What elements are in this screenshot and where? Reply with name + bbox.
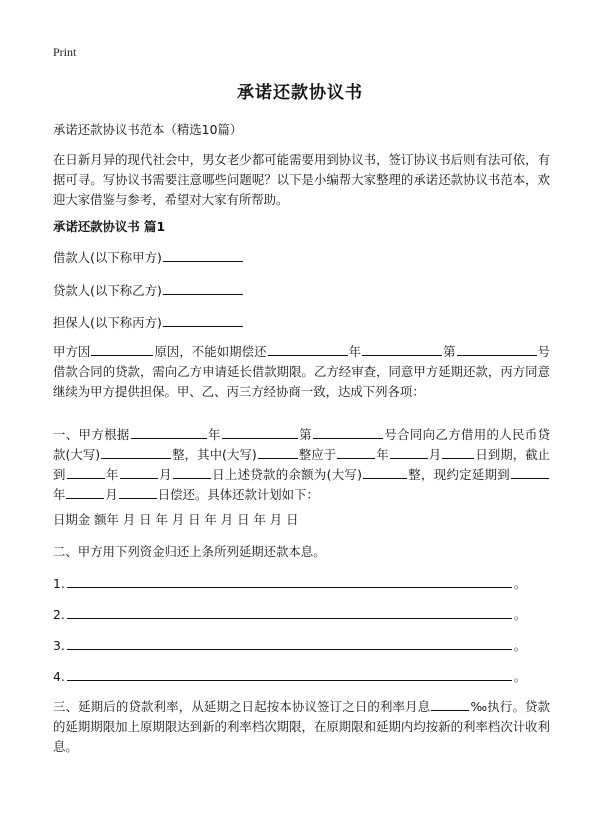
- paragraph-1: [53, 342, 550, 402]
- balance-amount-blank: [363, 466, 407, 479]
- guarantor-label: 担保人(以下称丙方): [53, 315, 162, 330]
- section-heading: 承诺还款协议书 篇1: [53, 219, 166, 234]
- schedule-header: 日期金 额年 月 日 年 月 日 年 月 日 年 月 日: [53, 512, 299, 527]
- lender-label: 贷款人(以下称乙方): [53, 283, 162, 298]
- clause1-year-prefix-blank: [131, 426, 207, 439]
- contract-number-blank: [457, 343, 537, 356]
- clause-2: 二、甲方用下列资金归还上条所列延期还款本息。: [53, 544, 326, 559]
- due-day-blank: [442, 446, 474, 459]
- reason-blank: [91, 343, 153, 356]
- clause1-word-blank: [222, 426, 298, 439]
- list-item: [53, 667, 553, 687]
- due-month-blank: [390, 446, 428, 459]
- text-segment: 日上述贷款的余额为(大写): [211, 467, 362, 482]
- text-segment: 整，其中(大写): [172, 447, 257, 462]
- text-segment: 年: [348, 344, 362, 359]
- clause-3: [53, 697, 550, 757]
- text-segment: 第: [298, 427, 312, 442]
- text-segment: ‰执行。贷款的延期期限加上原期限达到新的利率档次期限，在原期限和延期内均按新的利率档次计收利息。: [53, 699, 550, 754]
- clause1-number-blank: [313, 426, 383, 439]
- text-segment: 甲方因: [53, 344, 91, 359]
- due-year-blank: [337, 446, 375, 459]
- contract-year-prefix-blank: [268, 343, 348, 356]
- list-number: 4.: [53, 669, 65, 684]
- text-segment: 日到期，截止到: [53, 447, 551, 482]
- borrower-label: 借款人(以下称甲方): [53, 250, 162, 265]
- lender-blank: [163, 282, 243, 295]
- loan-amount-blank: [101, 446, 171, 459]
- subtitle: 承诺还款协议书范本（精选10篇）: [53, 122, 243, 137]
- text-segment: 年: [207, 427, 221, 442]
- clause-1: [53, 425, 550, 505]
- cutoff-year-blank: [67, 466, 105, 479]
- text-segment: 年: [376, 447, 389, 462]
- text-segment: 一、甲方根据: [53, 427, 130, 442]
- text-segment: 年: [105, 467, 119, 482]
- list-number: 3.: [53, 638, 65, 653]
- lender-line: [53, 281, 553, 301]
- partial-amount-blank: [258, 446, 298, 459]
- list-number: 1.: [53, 576, 65, 591]
- text-segment: 原因，不能如期偿还: [154, 344, 267, 359]
- fund-source-blank: [67, 606, 512, 619]
- text-segment: 整应于: [298, 447, 337, 462]
- text-segment: 整，现约定延期到: [407, 467, 511, 482]
- extend-year-blank: [511, 466, 549, 479]
- list-number: 2.: [53, 607, 65, 622]
- list-end: 。: [513, 669, 527, 684]
- text-segment: 月: [428, 447, 442, 462]
- guarantor-blank: [163, 314, 243, 327]
- text-segment: 年: [53, 487, 66, 502]
- intro-paragraph: 在日新月异的现代社会中，男女老少都可能需要用到协议书，签订协议书后则有法可依，有据可寻。写协议书需要注意哪些问题呢？以下是小编帮大家整理的承诺还款协议书范本，欢迎大家借鉴与参考，希望对大家有所帮助。: [53, 152, 550, 207]
- contract-word-blank: [362, 343, 442, 356]
- borrower-blank: [163, 249, 243, 262]
- fund-source-blank: [67, 668, 512, 681]
- cutoff-month-blank: [120, 466, 158, 479]
- fund-source-blank: [67, 637, 512, 650]
- text-segment: 三、延期后的贷款利率，从延期之日起按本协议签订之日的利率月息: [53, 699, 431, 714]
- text-segment: 月: [158, 467, 172, 482]
- cutoff-day-blank: [173, 466, 211, 479]
- extend-day-blank: [119, 486, 157, 499]
- borrower-line: [53, 248, 553, 268]
- guarantor-line: [53, 313, 553, 333]
- list-item: [53, 605, 553, 625]
- text-segment: 第: [443, 344, 456, 359]
- text-segment: 号借款合同的贷款，需向乙方申请延长借款期限。乙方经审查，同意甲方延期还款，丙方同意继续为甲方提供担保。甲、乙、丙三方经协商一致，达成下列各项：: [53, 344, 551, 399]
- text-segment: 日偿还。具体还款计划如下：: [157, 487, 319, 502]
- document-title: 承诺还款协议书: [237, 83, 363, 103]
- print-link[interactable]: Print: [53, 45, 77, 59]
- list-item: [53, 636, 553, 656]
- text-segment: 号合同向乙方借用的人民币贷款(大写): [53, 427, 551, 462]
- list-end: 。: [513, 607, 527, 622]
- extend-month-blank: [66, 486, 104, 499]
- list-end: 。: [513, 576, 527, 591]
- fund-source-blank: [67, 575, 512, 588]
- list-end: 。: [513, 638, 527, 653]
- interest-rate-blank: [431, 698, 469, 711]
- text-segment: 月: [105, 487, 118, 502]
- list-item: [53, 574, 553, 594]
